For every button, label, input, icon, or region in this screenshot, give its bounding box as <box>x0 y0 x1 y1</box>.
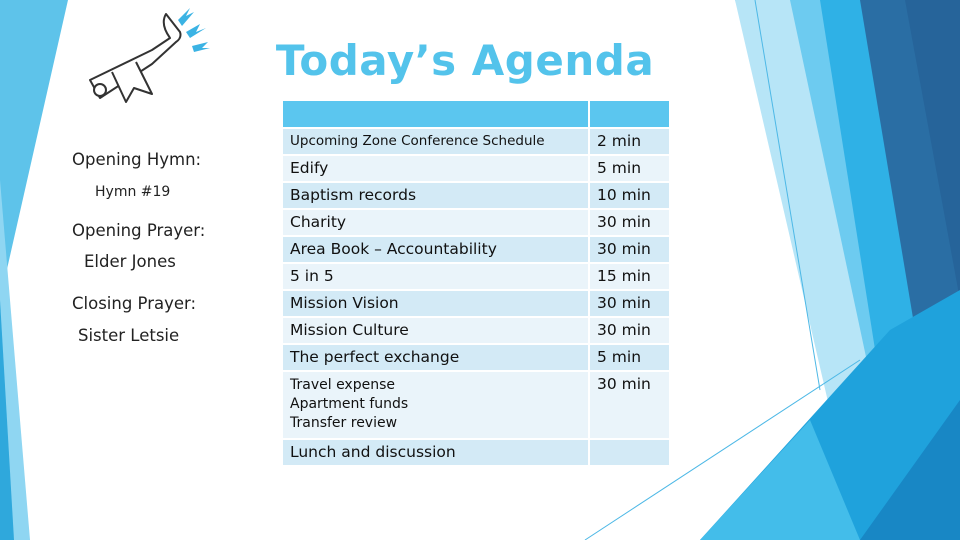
agenda-duration: 5 min <box>589 344 670 371</box>
agenda-subitem: Travel expense <box>290 377 395 393</box>
closing-prayer-label: Closing Prayer: <box>72 294 197 313</box>
agenda-item: Edify <box>282 155 589 182</box>
agenda-item: Mission Vision <box>282 290 589 317</box>
agenda-item: Charity <box>282 209 589 236</box>
table-row <box>282 290 670 317</box>
table-row <box>282 439 670 466</box>
page-title: Today’s Agenda <box>275 36 655 85</box>
table-row <box>282 209 670 236</box>
agenda-subitem: Transfer review <box>290 415 398 431</box>
trumpet-icon <box>82 2 214 112</box>
agenda-duration: 15 min <box>589 263 670 290</box>
table-row <box>282 371 670 439</box>
agenda-item: The perfect exchange <box>282 344 589 371</box>
agenda-duration <box>589 439 670 466</box>
opening-prayer-label: Opening Prayer: <box>72 221 206 240</box>
table-row <box>282 317 670 344</box>
table-row <box>282 155 670 182</box>
opening-hymn-label: Opening Hymn: <box>72 150 202 169</box>
opening-hymn-value: Hymn #19 <box>95 184 171 200</box>
opening-prayer-value: Elder Jones <box>84 252 176 271</box>
table-row <box>282 263 670 290</box>
agenda-duration: 30 min <box>589 209 670 236</box>
agenda-duration: 5 min <box>589 155 670 182</box>
agenda-item: Area Book – Accountability <box>282 236 589 263</box>
table-header-cell-duration <box>589 100 670 128</box>
left-shard <box>0 0 68 300</box>
agenda-item: 5 in 5 <box>282 263 589 290</box>
agenda-item-multiline <box>282 371 589 439</box>
agenda-item: Upcoming Zone Conference Schedule <box>282 128 589 155</box>
table-row <box>282 344 670 371</box>
agenda-duration: 30 min <box>589 236 670 263</box>
agenda-item: Lunch and discussion <box>282 439 589 466</box>
table-header-cell-item <box>282 100 589 128</box>
agenda-subitem: Apartment funds <box>290 396 409 412</box>
agenda-item: Baptism records <box>282 182 589 209</box>
agenda-item: Mission Culture <box>282 317 589 344</box>
agenda-duration: 2 min <box>589 128 670 155</box>
table-header-row <box>282 100 670 128</box>
closing-prayer-value: Sister Letsie <box>78 326 180 345</box>
agenda-duration: 30 min <box>589 317 670 344</box>
table-row <box>282 236 670 263</box>
table-row <box>282 182 670 209</box>
agenda-duration: 30 min <box>589 371 670 439</box>
agenda-duration: 30 min <box>589 290 670 317</box>
agenda-table <box>281 99 671 467</box>
table-row <box>282 128 670 155</box>
agenda-duration: 10 min <box>589 182 670 209</box>
